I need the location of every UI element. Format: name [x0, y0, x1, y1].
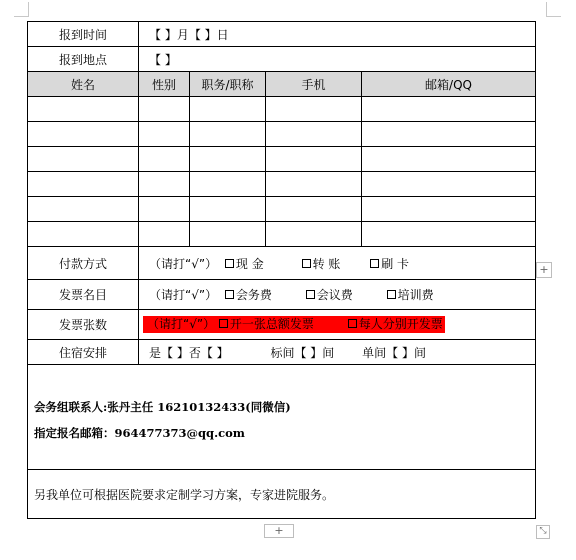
attendee-cell[interactable] — [266, 97, 362, 122]
table-resize-handle[interactable]: ⤡ — [536, 525, 550, 539]
invoice-count-highlight — [143, 316, 445, 333]
lodging-options — [139, 340, 536, 365]
payment-option-card[interactable]: 刷 卡 — [370, 255, 409, 272]
add-column-button[interactable]: + — [536, 262, 552, 278]
attendee-cell[interactable] — [28, 147, 139, 172]
lodging-standard-room[interactable]: 标间【 】间 — [270, 345, 335, 360]
col-header-title: 职务/职称 — [190, 72, 266, 97]
attendee-cell[interactable] — [362, 197, 536, 222]
attendee-cell[interactable] — [28, 222, 139, 247]
invoice-option-conference-fee[interactable]: 会务费 — [225, 286, 272, 303]
attendee-cell[interactable] — [362, 97, 536, 122]
payment-option-transfer[interactable]: 转 账 — [302, 255, 341, 272]
attendee-cell[interactable] — [190, 172, 266, 197]
payment-row — [28, 247, 536, 280]
attendee-cell[interactable] — [190, 197, 266, 222]
invoice-count-row — [28, 310, 536, 340]
contact-cell — [28, 365, 536, 470]
attendee-cell[interactable] — [190, 222, 266, 247]
contact-person: 会务组联系人:张丹主任 16210132433(同微信) — [34, 400, 291, 414]
checkbox-icon[interactable] — [370, 259, 379, 268]
payment-option-cash[interactable]: 现 金 — [225, 255, 264, 272]
contact-email: 指定报名邮箱：964477373@qq.com — [34, 426, 245, 440]
checkbox-icon[interactable] — [219, 319, 228, 328]
invoice-count-options — [139, 310, 536, 340]
attendee-cell[interactable] — [28, 172, 139, 197]
col-header-name: 姓名 — [28, 72, 139, 97]
checkbox-icon[interactable] — [225, 259, 234, 268]
payment-options — [139, 247, 536, 280]
attendee-cell[interactable] — [190, 122, 266, 147]
attendee-cell[interactable] — [28, 97, 139, 122]
payment-hint: （请打“√”） — [149, 256, 218, 271]
checkbox-icon[interactable] — [306, 290, 315, 299]
lodging-row — [28, 340, 536, 365]
attendee-cell[interactable] — [266, 222, 362, 247]
lodging-yes-no[interactable]: 是【 】否【 】 — [149, 345, 229, 360]
attendee-cell[interactable] — [362, 147, 536, 172]
invoice-option-single-total[interactable]: 开一张总额发票 — [219, 316, 314, 333]
report-time-label: 报到时间 — [28, 22, 139, 47]
registration-form-table — [27, 21, 536, 519]
invoice-name-hint: （请打“√”） — [149, 288, 218, 302]
col-header-phone: 手机 — [266, 72, 362, 97]
attendee-cell[interactable] — [362, 122, 536, 147]
attendee-cell[interactable] — [362, 172, 536, 197]
lodging-single-room[interactable]: 单间【 】间 — [362, 345, 426, 360]
checkbox-icon[interactable] — [302, 259, 311, 268]
payment-label: 付款方式 — [28, 247, 139, 280]
note-row — [28, 470, 536, 519]
report-place-value[interactable]: 【 】 — [139, 47, 536, 72]
attendee-cell[interactable] — [266, 172, 362, 197]
col-header-email: 邮箱/QQ — [362, 72, 536, 97]
contact-row — [28, 365, 536, 470]
attendee-row — [28, 197, 536, 222]
note-text: 另我单位可根据医院要求定制学习方案，专家进院服务。 — [28, 470, 536, 519]
report-time-row — [28, 22, 536, 47]
attendee-cell[interactable] — [139, 97, 190, 122]
attendee-cell[interactable] — [190, 147, 266, 172]
attendee-cell[interactable] — [190, 97, 266, 122]
attendee-cell[interactable] — [28, 122, 139, 147]
invoice-name-label: 发票名目 — [28, 280, 139, 310]
attendee-cell[interactable] — [139, 147, 190, 172]
invoice-option-per-person[interactable]: 每人分别开发票 — [348, 316, 443, 333]
invoice-option-training-fee[interactable]: 培训费 — [387, 286, 434, 303]
attendee-cell[interactable] — [139, 172, 190, 197]
report-time-value[interactable]: 【 】月【 】日 — [139, 22, 536, 47]
attendee-header-row — [28, 72, 536, 97]
attendee-row — [28, 172, 536, 197]
checkbox-icon[interactable] — [348, 319, 357, 328]
attendee-cell[interactable] — [362, 222, 536, 247]
invoice-option-meeting-fee[interactable]: 会议费 — [306, 286, 353, 303]
attendee-row — [28, 122, 536, 147]
report-place-label: 报到地点 — [28, 47, 139, 72]
report-place-row — [28, 47, 536, 72]
invoice-name-row — [28, 280, 536, 310]
page-corner-marker — [14, 2, 29, 17]
attendee-cell[interactable] — [266, 197, 362, 222]
attendee-cell[interactable] — [139, 197, 190, 222]
col-header-gender: 性别 — [139, 72, 190, 97]
checkbox-icon[interactable] — [387, 290, 396, 299]
attendee-row — [28, 222, 536, 247]
attendee-row — [28, 97, 536, 122]
add-row-button[interactable]: + — [264, 524, 294, 538]
attendee-cell[interactable] — [139, 122, 190, 147]
page-corner-marker — [546, 2, 561, 17]
attendee-cell[interactable] — [266, 122, 362, 147]
invoice-name-options — [139, 280, 536, 310]
attendee-cell[interactable] — [266, 147, 362, 172]
attendee-cell[interactable] — [28, 197, 139, 222]
attendee-cell[interactable] — [139, 222, 190, 247]
invoice-count-label: 发票张数 — [28, 310, 139, 340]
attendee-row — [28, 147, 536, 172]
invoice-count-hint: （请打“√”） — [147, 317, 216, 331]
checkbox-icon[interactable] — [225, 290, 234, 299]
lodging-label: 住宿安排 — [28, 340, 139, 365]
